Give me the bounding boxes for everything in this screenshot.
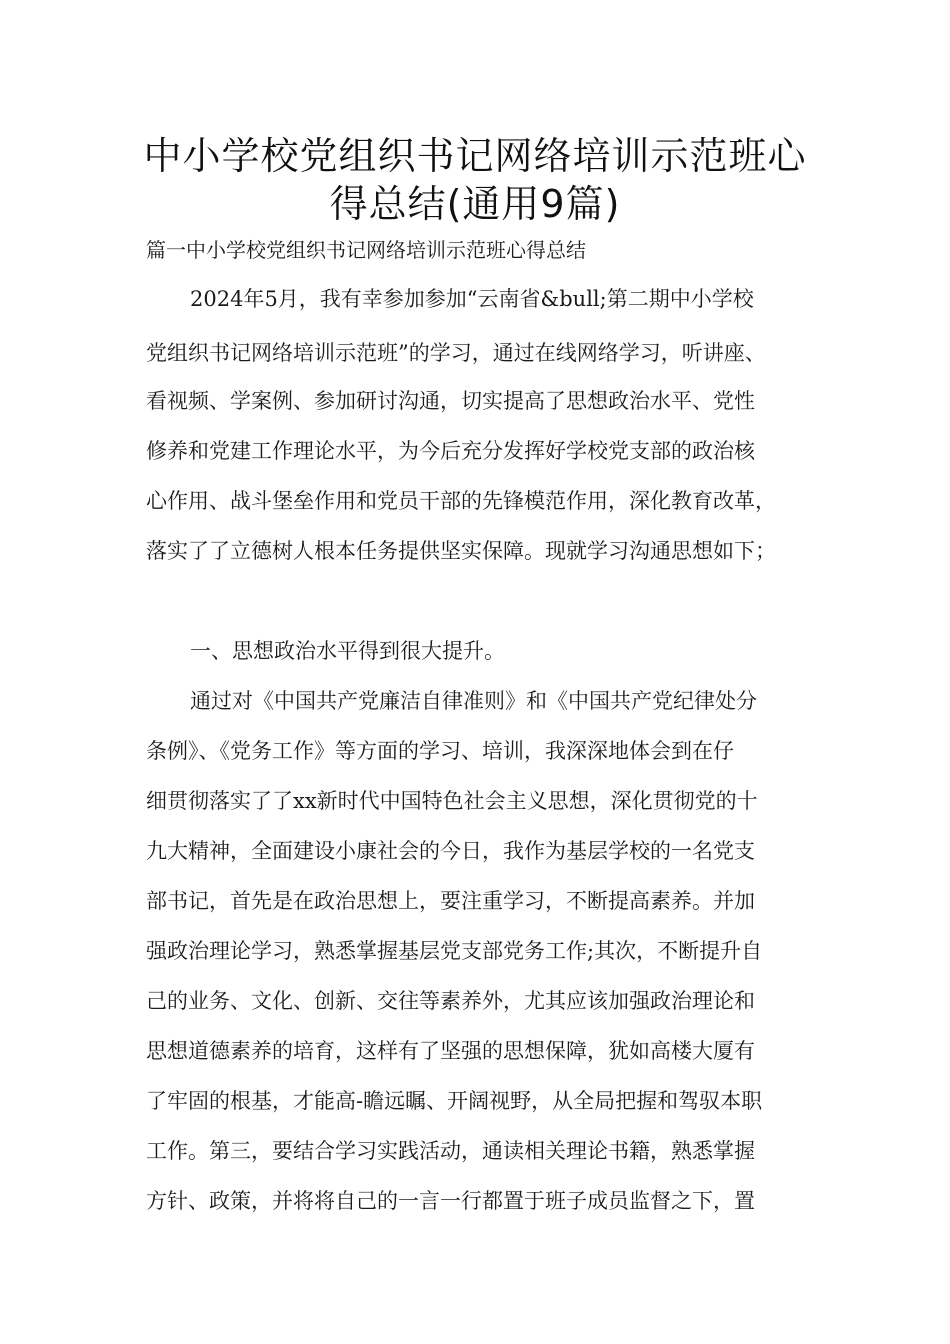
paragraph-2-line: 了牢固的根基，才能高-瞻远瞩、开阔视野，从全局把握和驾驭本职 (146, 1089, 763, 1113)
section-subtitle: 篇一中小学校党组织书记网络培训示范班心得总结 (146, 238, 586, 262)
paragraph-2-line: 方针、政策，并将将自己的一言一行都置于班子成员监督之下，置 (146, 1189, 755, 1213)
paragraph-2-line: 九大精神，全面建设小康社会的今日，我作为基层学校的一名党支 (146, 839, 755, 863)
paragraph-2-line: 细贯彻落实了了xx新时代中国特色社会主义思想，深化贯彻党的十 (146, 789, 758, 813)
paragraph-1-line: 看视频、学案例、参加研讨沟通，切实提高了思想政治水平、党性 (146, 389, 755, 413)
paragraph-1-line: 修养和党建工作理论水平，为今后充分发挥好学校党支部的政治核 (146, 439, 755, 463)
paragraph-2-line: 条例》、《党务工作》等方面的学习、培训，我深深地体会到在仔 (146, 739, 734, 763)
document-title-line-1: 中小学校党组织书记网络培训示范班心 (143, 134, 807, 178)
paragraph-2-line: 工作。第三，要结合学习实践活动，通读相关理论书籍，熟悉掌握 (146, 1139, 755, 1163)
paragraph-2-line: 己的业务、文化、创新、交往等素养外，尤其应该加强政治理论和 (146, 989, 755, 1013)
section-heading-1: 一、思想政治水平得到很大提升。 (190, 639, 505, 663)
document-title-line-2: 得总结(通用9篇) (329, 182, 621, 226)
paragraph-1-line: 落实了了立德树人根本任务提供坚实保障。现就学习沟通思想如下； (146, 539, 776, 563)
paragraph-2-line: 思想道德素养的培育，这样有了坚强的思想保障，犹如高楼大厦有 (146, 1039, 755, 1063)
paragraph-2-line: 部书记，首先是在政治思想上，要注重学习，不断提高素养。并加 (146, 889, 755, 913)
paragraph-1-line: 2024年5月，我有幸参加参加“云南省&bull;第二期中小学校 (190, 287, 754, 311)
paragraph-2-line: 强政治理论学习，熟悉掌握基层党支部党务工作;其次，不断提升自 (146, 939, 763, 963)
paragraph-1-line: 党组织书记网络培训示范班”的学习，通过在线网络学习，听讲座、 (146, 341, 766, 365)
paragraph-2-line: 通过对《中国共产党廉洁自律准则》和《中国共产党纪律处分 (190, 689, 757, 713)
paragraph-1-line: 心作用、战斗堡垒作用和党员干部的先锋模范作用，深化教育改革， (146, 489, 776, 513)
